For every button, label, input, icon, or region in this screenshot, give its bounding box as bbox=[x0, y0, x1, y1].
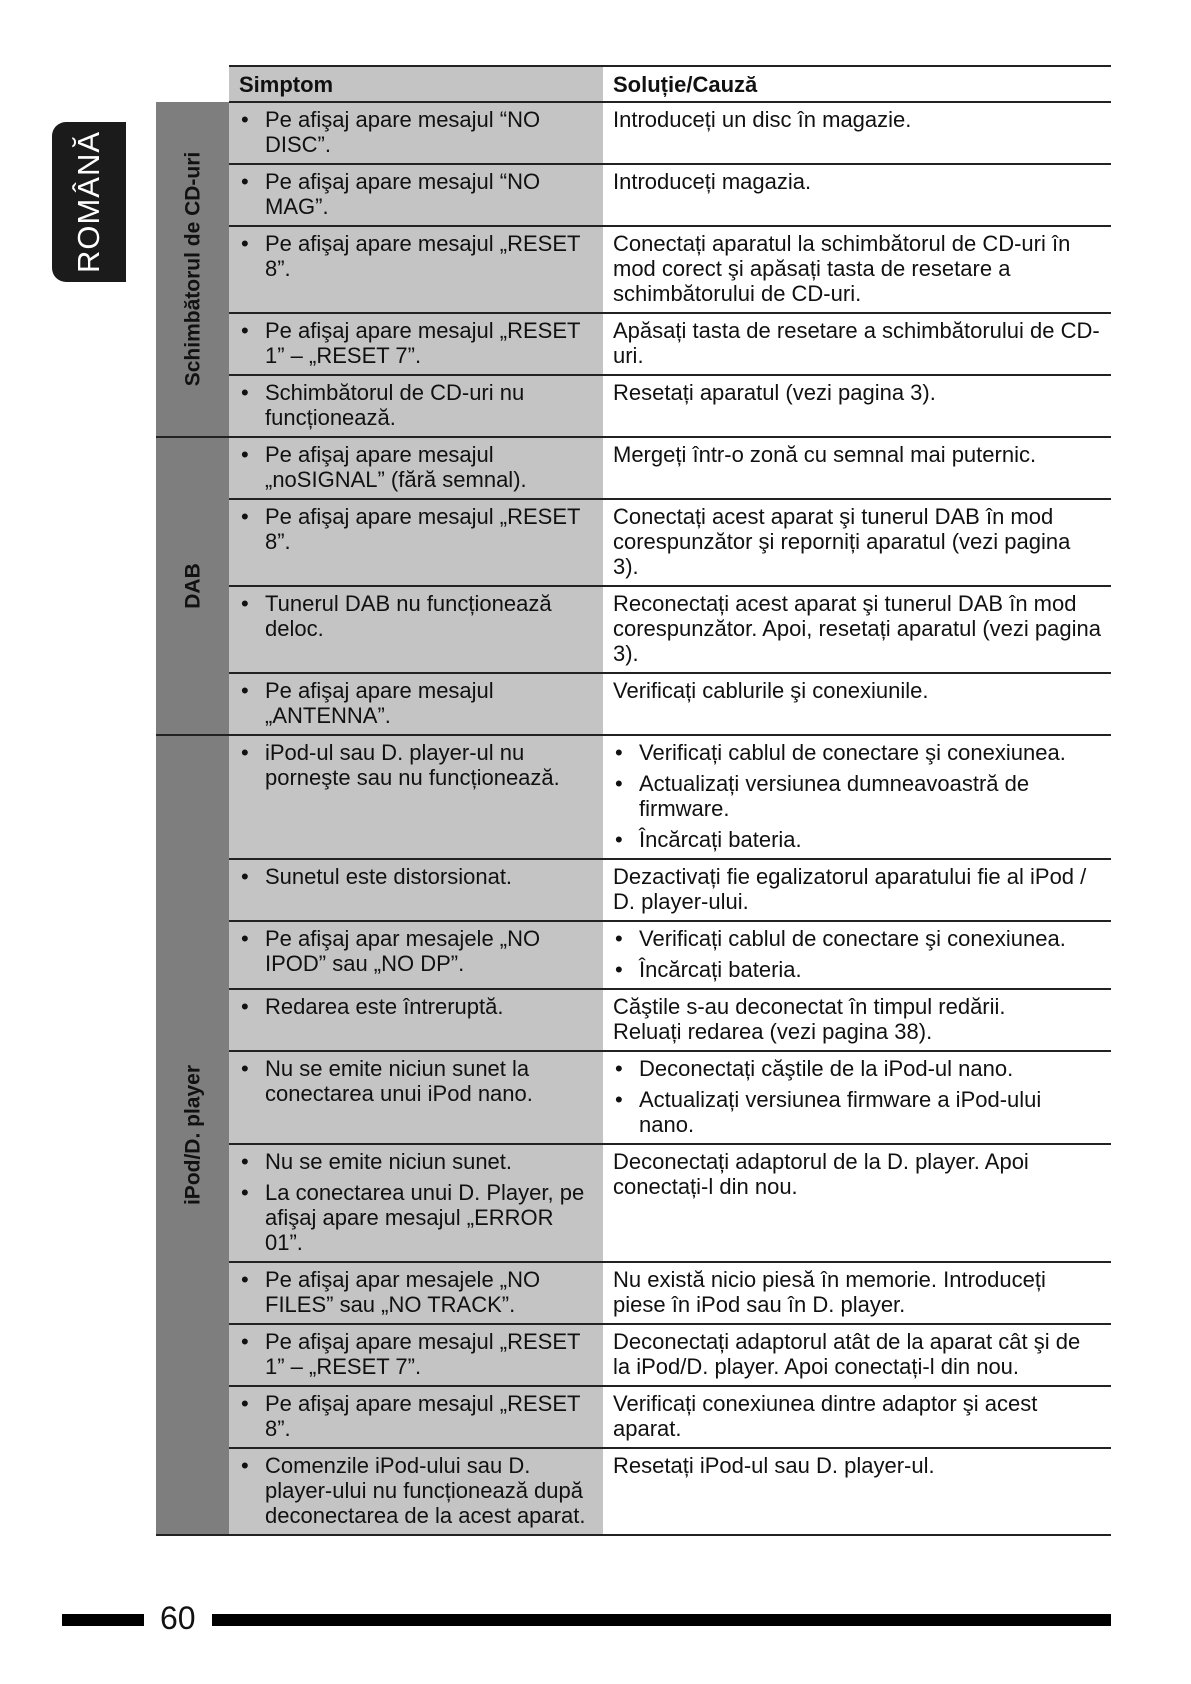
solution-text: Căştile s-au deconectat în timpul redării. bbox=[613, 994, 1006, 1019]
solution-cell bbox=[603, 375, 1111, 437]
symptom-cell bbox=[229, 1262, 603, 1324]
solution-text: Conectați acest aparat şi tunerul DAB în mod corespunzător şi reporniți aparatul (vezi pagina 3). bbox=[613, 504, 1071, 579]
symptom-item: • Pe afişaj apare mesajul „RESET 8”. bbox=[239, 504, 593, 554]
table-row bbox=[156, 1262, 1111, 1324]
symptom-item: • iPod-ul sau D. player-ul nu porneşte sau nu funcționează. bbox=[239, 740, 593, 790]
solution-text: Reluați redarea (vezi pagina 38). bbox=[613, 1019, 933, 1044]
table-row bbox=[156, 164, 1111, 226]
solution-text: Resetați aparatul (vezi pagina 3). bbox=[613, 380, 936, 405]
solution-list bbox=[613, 1056, 1101, 1137]
symptom-cell bbox=[229, 437, 603, 499]
solution-cell bbox=[603, 437, 1111, 499]
solution-list bbox=[613, 926, 1101, 982]
category-label: iPod/D. player bbox=[181, 1064, 204, 1206]
solution-text: Nu există nicio piesă în memorie. Introduceți piese în iPod sau în D. player. bbox=[613, 1267, 1046, 1317]
solution-cell bbox=[603, 1262, 1111, 1324]
solution-item: • Deconectați căştile de la iPod-ul nano. bbox=[613, 1056, 1101, 1081]
solution-item: • Actualizați versiunea dumneavoastră de firmware. bbox=[613, 771, 1101, 821]
table-row bbox=[156, 1324, 1111, 1386]
table-row bbox=[156, 1386, 1111, 1448]
table-row bbox=[156, 1448, 1111, 1535]
solution-text: Dezactivați fie egalizatorul aparatului fie al iPod / D. player-ului. bbox=[613, 864, 1087, 914]
symptom-item: • Pe afişaj apare mesajul “NO DISC”. bbox=[239, 107, 593, 157]
solution-cell bbox=[603, 1144, 1111, 1262]
symptom-cell bbox=[229, 586, 603, 673]
table-row bbox=[156, 859, 1111, 921]
category-label: DAB bbox=[181, 563, 204, 609]
symptom-item: • Nu se emite niciun sunet. bbox=[239, 1149, 593, 1174]
symptom-item: • Redarea este întreruptă. bbox=[239, 994, 593, 1019]
symptom-item: • Pe afişaj apare mesajul „RESET 8”. bbox=[239, 1391, 593, 1441]
table-row bbox=[156, 313, 1111, 375]
symptom-list bbox=[239, 231, 593, 281]
solution-item: • Încărcați bateria. bbox=[613, 827, 1101, 852]
table-row bbox=[156, 989, 1111, 1051]
solution-cell bbox=[603, 673, 1111, 735]
table-body bbox=[156, 102, 1111, 1535]
symptom-item: • Pe afişaj apare mesajul „RESET 1” – „RESET 7”. bbox=[239, 1329, 593, 1379]
table-row bbox=[156, 102, 1111, 164]
symptom-cell bbox=[229, 313, 603, 375]
footer-bar-right bbox=[212, 1614, 1111, 1626]
symptom-list bbox=[239, 994, 593, 1019]
footer-bar-left bbox=[62, 1614, 144, 1626]
troubleshooting-table bbox=[156, 65, 1111, 1536]
solution-text: Reconectați acest aparat şi tunerul DAB în mod corespunzător. Apoi, resetați aparatul (vezi pagina 3). bbox=[613, 591, 1101, 666]
category-header-blank bbox=[156, 66, 229, 102]
language-tab bbox=[52, 122, 126, 282]
symptom-header: Simptom bbox=[229, 66, 603, 102]
solution-text: Deconectați adaptorul de la D. player. Apoi conectați-l din nou. bbox=[613, 1149, 1029, 1199]
table-row bbox=[156, 499, 1111, 586]
symptom-item: • Pe afişaj apar mesajele „NO IPOD” sau „NO DP”. bbox=[239, 926, 593, 976]
symptom-list bbox=[239, 1453, 593, 1528]
symptom-cell bbox=[229, 989, 603, 1051]
symptom-cell bbox=[229, 1386, 603, 1448]
solution-cell bbox=[603, 499, 1111, 586]
solution-text: Mergeți într-o zonă cu semnal mai puternic. bbox=[613, 442, 1037, 467]
symptom-item: • Sunetul este distorsionat. bbox=[239, 864, 593, 889]
category-cell bbox=[156, 437, 229, 735]
symptom-item: • Pe afişaj apare mesajul „ANTENNA”. bbox=[239, 678, 593, 728]
solution-cell bbox=[603, 1051, 1111, 1144]
symptom-list bbox=[239, 678, 593, 728]
language-label: ROMÂNĂ bbox=[71, 130, 106, 274]
symptom-list bbox=[239, 380, 593, 430]
symptom-list bbox=[239, 1149, 593, 1255]
table-row bbox=[156, 375, 1111, 437]
solution-item: • Verificați cablul de conectare şi conexiunea. bbox=[613, 926, 1101, 951]
symptom-item: • Nu se emite niciun sunet la conectarea unui iPod nano. bbox=[239, 1056, 593, 1106]
symptom-list bbox=[239, 1391, 593, 1441]
category-label: Schimbătorul de CD-uri bbox=[181, 151, 204, 387]
solution-cell bbox=[603, 102, 1111, 164]
symptom-list bbox=[239, 591, 593, 641]
page-number: 60 bbox=[160, 1600, 196, 1636]
table-row bbox=[156, 921, 1111, 989]
solution-item: • Verificați cablul de conectare şi conexiunea. bbox=[613, 740, 1101, 765]
table-header-row bbox=[156, 66, 1111, 102]
category-cell bbox=[156, 102, 229, 437]
solution-cell bbox=[603, 164, 1111, 226]
symptom-cell bbox=[229, 164, 603, 226]
symptom-list bbox=[239, 107, 593, 157]
category-cell bbox=[156, 735, 229, 1535]
symptom-item: • La conectarea unui D. Player, pe afişaj apare mesajul „ERROR 01”. bbox=[239, 1180, 593, 1255]
solution-text: Introduceți un disc în magazie. bbox=[613, 107, 912, 132]
solution-item: • Actualizați versiunea firmware a iPod-ului nano. bbox=[613, 1087, 1101, 1137]
solution-text: Introduceți magazia. bbox=[613, 169, 812, 194]
symptom-cell bbox=[229, 1144, 603, 1262]
symptom-cell bbox=[229, 1448, 603, 1535]
solution-cell bbox=[603, 735, 1111, 859]
solution-cell bbox=[603, 313, 1111, 375]
symptom-list bbox=[239, 504, 593, 554]
table-row bbox=[156, 1051, 1111, 1144]
solution-list bbox=[613, 740, 1101, 852]
symptom-cell bbox=[229, 1324, 603, 1386]
symptom-item: • Tunerul DAB nu funcționează deloc. bbox=[239, 591, 593, 641]
symptom-cell bbox=[229, 102, 603, 164]
symptom-list bbox=[239, 926, 593, 976]
symptom-cell bbox=[229, 375, 603, 437]
solution-cell bbox=[603, 1324, 1111, 1386]
solution-header: Soluție/Cauză bbox=[603, 66, 1111, 102]
solution-text: Conectați aparatul la schimbătorul de CD-uri în mod corect şi apăsați tasta de resetare a schimbătorului de CD-uri. bbox=[613, 231, 1071, 306]
solution-cell bbox=[603, 1386, 1111, 1448]
solution-text: Verificați conexiunea dintre adaptor şi acest aparat. bbox=[613, 1391, 1038, 1441]
symptom-list bbox=[239, 740, 593, 790]
symptom-cell bbox=[229, 499, 603, 586]
symptom-cell bbox=[229, 921, 603, 989]
symptom-cell bbox=[229, 673, 603, 735]
symptom-list bbox=[239, 1267, 593, 1317]
symptom-cell bbox=[229, 1051, 603, 1144]
table-row bbox=[156, 1144, 1111, 1262]
solution-text: Deconectați adaptorul atât de la aparat cât şi de la iPod/D. player. Apoi conectați-l din nou. bbox=[613, 1329, 1081, 1379]
solution-cell bbox=[603, 586, 1111, 673]
symptom-item: • Schimbătorul de CD-uri nu funcționează. bbox=[239, 380, 593, 430]
solution-cell bbox=[603, 989, 1111, 1051]
symptom-item: • Pe afişaj apar mesajele „NO FILES” sau „NO TRACK”. bbox=[239, 1267, 593, 1317]
solution-text: Apăsați tasta de resetare a schimbătorului de CD-uri. bbox=[613, 318, 1100, 368]
solution-item: • Încărcați bateria. bbox=[613, 957, 1101, 982]
symptom-list bbox=[239, 442, 593, 492]
table-row bbox=[156, 226, 1111, 313]
symptom-cell bbox=[229, 735, 603, 859]
symptom-item: • Pe afişaj apare mesajul „RESET 8”. bbox=[239, 231, 593, 281]
symptom-list bbox=[239, 1329, 593, 1379]
symptom-list bbox=[239, 318, 593, 368]
symptom-item: • Pe afişaj apare mesajul „RESET 1” – „RESET 7”. bbox=[239, 318, 593, 368]
table-row bbox=[156, 673, 1111, 735]
symptom-cell bbox=[229, 226, 603, 313]
solution-cell bbox=[603, 921, 1111, 989]
table-row bbox=[156, 735, 1111, 859]
symptom-cell bbox=[229, 859, 603, 921]
symptom-item: • Pe afişaj apare mesajul „noSIGNAL” (fără semnal). bbox=[239, 442, 593, 492]
solution-text: Verificați cablurile şi conexiunile. bbox=[613, 678, 929, 703]
table-row bbox=[156, 437, 1111, 499]
solution-cell bbox=[603, 226, 1111, 313]
solution-cell bbox=[603, 859, 1111, 921]
solution-cell bbox=[603, 1448, 1111, 1535]
table-row bbox=[156, 586, 1111, 673]
symptom-list bbox=[239, 864, 593, 889]
symptom-item: • Comenzile iPod-ului sau D. player-ului nu funcționează după deconectarea de la acest aparat. bbox=[239, 1453, 593, 1528]
solution-text: Resetați iPod-ul sau D. player-ul. bbox=[613, 1453, 935, 1478]
symptom-list bbox=[239, 1056, 593, 1106]
symptom-item: • Pe afişaj apare mesajul “NO MAG”. bbox=[239, 169, 593, 219]
symptom-list bbox=[239, 169, 593, 219]
